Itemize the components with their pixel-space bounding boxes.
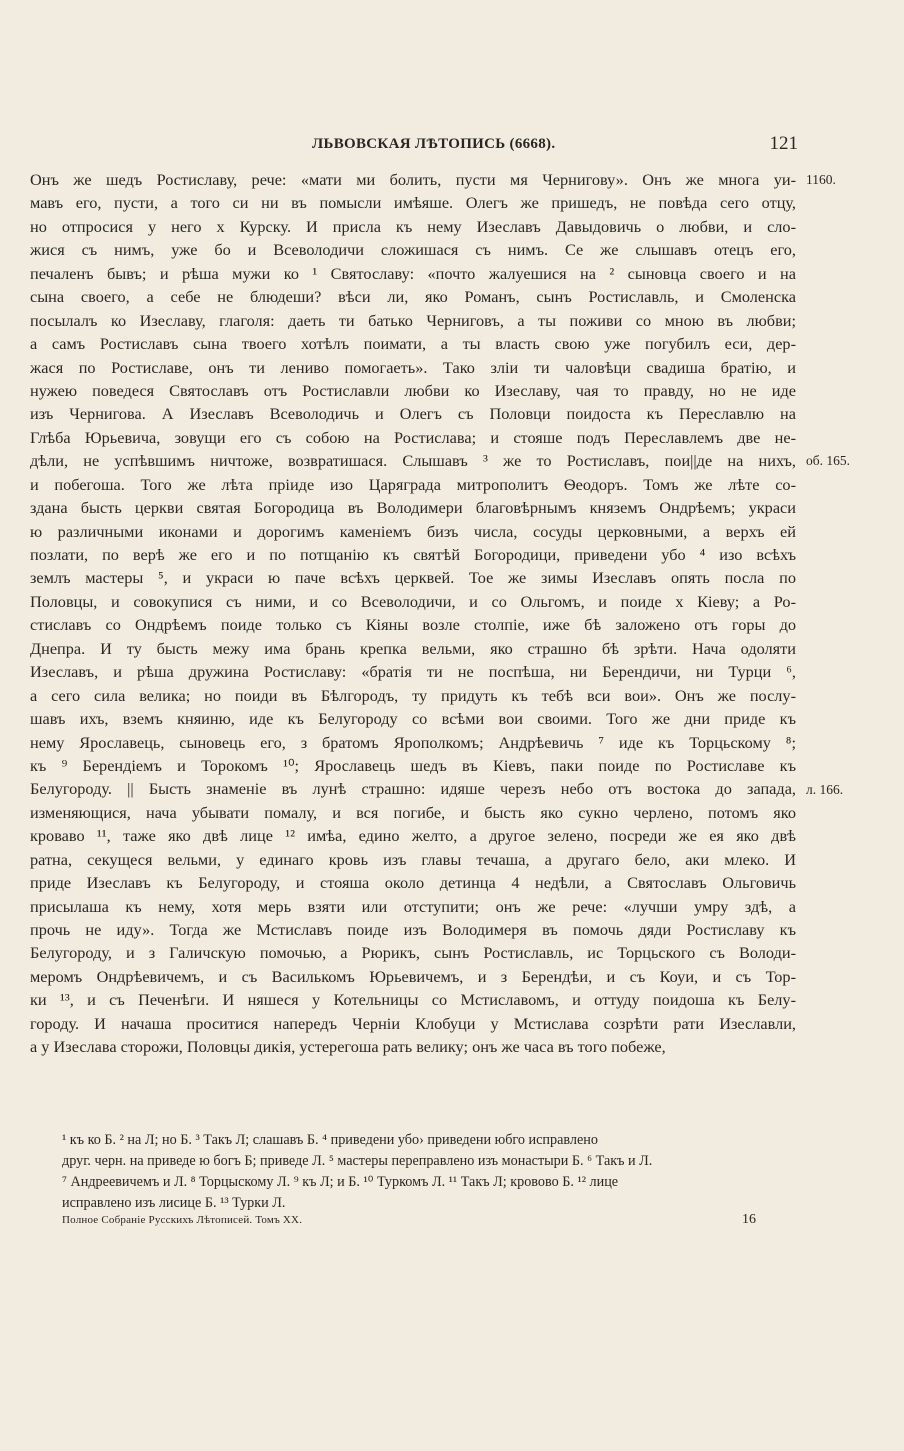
- text-line: меромъ Ондрѣевичемъ, и съ Василькомъ Юрьевичемъ, и з Берендѣи, и съ Коуи, и съ Тор-: [30, 966, 796, 986]
- text-line: посылалъ ко Изеславу, глаголя: даеть ти батько Черниговъ, а ты поживи со мною въ любви;: [30, 310, 796, 330]
- text-line: но отпросися у него х Курску. И присла къ нему Изеславъ Давыдовичь о любви, и сло-: [30, 216, 796, 236]
- footnote-line: друг. черн. на приведе ю богъ Б; приведе Л. ⁵ мастеры переправлено изъ монастыри Б. ⁶ Такъ и Л.: [62, 1153, 653, 1169]
- text-line: позлати, по верѣ же его и по потщанію къ святѣй Богородици, приведени убо ⁴ изо всѣхъ: [30, 545, 796, 564]
- text-line: присылаша къ нему, хотя мерь взяти или отступити; онъ же рече: «лучши умру здѣ, а: [30, 896, 796, 916]
- footnote-line: ⁷ Андреевичемъ и Л. ⁸ Торцыскому Л. ⁹ къ Л; и Б. ¹⁰ Туркомъ Л. ¹¹ Такъ Л; кровово Б. ¹² лице: [62, 1174, 619, 1190]
- text-line: изменяющися, нача убывати помалу, и вся погибе, и бысть яко сукно черлено, потомъ яко: [30, 802, 796, 822]
- text-line: жася по Ростиславе, онъ ти лениво помогаеть». Тако зліи ти чаловѣци свадиша братію, и: [30, 357, 796, 377]
- text-line: Белугороду, и з Галичскую помочью, а Рюрикъ, сынъ Ростиславль, ис Торцьского съ Володи-: [30, 943, 796, 963]
- text-line: печаленъ бывъ; и рѣша мужи ко ¹ Святославу: «почто жалуешися на ² сыновца своего и на: [30, 263, 796, 283]
- margin-note: об. 165.: [806, 453, 850, 469]
- text-line: здана бысть церкви святая Богородица въ Володимери благовѣрнымъ княземъ Ондрѣемъ; украси: [30, 498, 796, 518]
- text-line: дѣли, не успѣвшимъ ничтоже, возвратишася. Слышавъ ³ же то Ростиславъ, пои||де на нихъ,: [30, 451, 796, 471]
- text-line: Онъ же шедъ Ростиславу, рече: «мати ми болить, пусти мя Чернигову». Онъ же многа уи-: [30, 170, 796, 189]
- text-line: кроваво ¹¹, таже яко двѣ лице ¹² имѣа, едино желто, а другое зелено, посреди же ея яко двѣ: [30, 826, 796, 846]
- text-line: а у Изеслава сторожи, Половцы дикія, устерегоша рать велику; онъ же часа въ того побеже,: [30, 1037, 666, 1057]
- text-line: а сего сила велика; но поиди въ Бѣлгородъ, ту придуть къ тебѣ вси вои». Онъ же послу-: [30, 685, 796, 705]
- text-line: Изеславъ, и рѣша дружина Ростиславу: «братія ти не поспѣша, ни Берендичи, ни Турци ⁶,: [30, 662, 796, 682]
- running-head: [300, 133, 800, 158]
- footnote-line: исправлено изъ лисице Б. ¹³ Турки Л.: [62, 1195, 286, 1211]
- text-line: городу. И начаша проситися напередъ Черніи Клобуци у Мстислава созрѣти рати Изеславли,: [30, 1013, 796, 1033]
- text-line: приде Изеславъ къ Белугороду, и стояша около детинца 4 недѣли, а Святославъ Ольговичь: [30, 873, 796, 893]
- text-line: Половцы, и совокупися съ ними, и со Всеволодичи, и со Ольгомъ, и поиде х Кіеву; а Ро-: [30, 591, 796, 611]
- text-line: мавъ его, пусти, а того си ни въ помысли имѣяше. Олегъ же пришедъ, не повѣда сего отцу,: [30, 193, 796, 213]
- text-line: ратна, секущеся вельми, у единаго кровь изъ главы течаша, а другаго бело, аки млеко. И: [30, 849, 796, 869]
- text-line: изъ Чернигова. А Изеславъ Всеволодичь и Олегъ съ Половци поидоста къ Переславлю на: [30, 404, 796, 424]
- page-number: 121: [769, 133, 798, 154]
- chronicle-text: [30, 168, 796, 1059]
- text-line: нужею поведеся Святославъ отъ Ростиславли любви ко Изеславу, чая то правду, но не иде: [30, 380, 796, 400]
- text-line: Глѣба Юрьевича, зовущи его съ собою на Ростислава; и стояше подъ Переславлемъ две не-: [30, 427, 796, 447]
- footnotes: [62, 1130, 802, 1214]
- text-line: землъ мастеры ⁵, и украси ю паче всѣхъ церквей. Тое же зимы Изеславъ опять посла по: [30, 568, 796, 588]
- signature-number: 16: [742, 1212, 756, 1227]
- text-line: Днепра. И ту бысть межу има брань крепка вельми, яко страшно бѣ зрѣти. Нача одоляти: [30, 638, 796, 658]
- text-line: жися съ нимъ, уже бо и Всеволодичи сложишася съ нимъ. Се же слышавъ отецъ его,: [30, 240, 796, 260]
- text-line: и побегоша. Того же лѣта пріиде изо Царяграда митрополитъ Ѳеодоръ. Томъ же лѣте со-: [30, 474, 796, 494]
- footnote-line: ¹ къ ко Б. ² на Л; но Б. ³ Такъ Л; слашавъ Б. ⁴ приведени убо› приведени юбго исправлено: [62, 1132, 598, 1148]
- text-line: нему Ярославець, сыновець его, з братомъ Ярополкомъ; Андрѣевичь ⁷ иде къ Торцьскому ⁸;: [30, 732, 796, 752]
- text-line: прочь не иду». Тогда же Мстиславъ поиде изъ Володимеря въ помочь дяди Ростиславу къ: [30, 920, 796, 939]
- text-line: сына своего, а себе не блюдеши? вѣси ли, яко Романъ, сынъ Ростиславль, и Смоленска: [30, 287, 796, 307]
- margin-note: 1160.: [806, 172, 836, 187]
- margin-note: л. 166.: [806, 781, 844, 797]
- text-line: а самъ Ростиславъ сына твоего хотѣлъ поимати, а ты власть свою уже погубилъ еси, дер-: [30, 334, 796, 354]
- chronicle-title: ЛЬВОВСКАЯ ЛѢТОПИСЬ (6668).: [312, 136, 556, 152]
- text-line: стиславъ со Ондрѣемъ поиде только съ Кіяны возле столпіе, иже бѣ заложено отъ горы до: [30, 615, 796, 635]
- collection-title: Полное Собраніе Русскихъ Лѣтописей. Томъ XX.: [62, 1214, 303, 1226]
- text-line: шавъ ихъ, вземъ княиню, иде къ Белугороду со всѣми вои своими. Того же дни приде къ: [30, 709, 796, 729]
- page-footer: [62, 1214, 762, 1232]
- text-line: ю различными иконами и дорогимъ каменіемъ бизъ числа, сосуды церковными, а верхъ ей: [30, 521, 796, 541]
- text-line: Белугороду. || Бысть знаменіе въ лунѣ страшно: идяше черезъ небо отъ востока до запада,: [30, 779, 796, 799]
- text-line: къ ⁹ Берендіемъ и Торокомъ ¹⁰; Ярославець шедъ въ Кіевъ, паки поиде по Ростиславе къ: [30, 755, 796, 775]
- text-line: ки ¹³, и съ Печенѣги. И няшеся у Котельницы со Мстиславомъ, и оттуду поидоша къ Белу-: [30, 990, 796, 1010]
